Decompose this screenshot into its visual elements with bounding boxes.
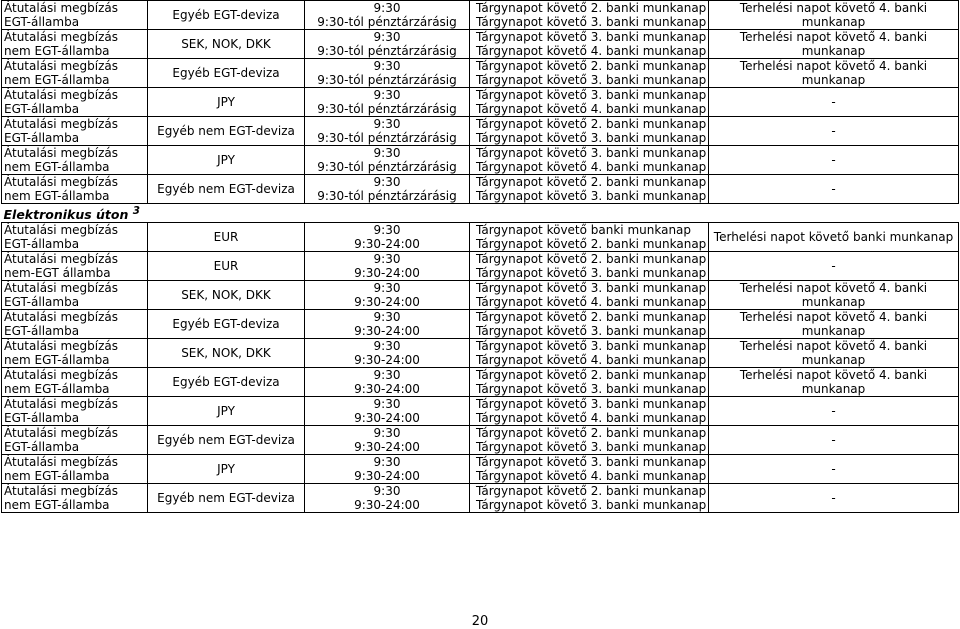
value-date-cell <box>470 252 709 281</box>
deadline-time-line: 9:30-tól pénztárzárásig <box>317 131 457 145</box>
table-row <box>2 339 959 368</box>
currency-cell: JPY <box>148 397 305 426</box>
deadline-time-line: 9:30 <box>373 397 401 412</box>
value-date-line: Tárgynapot követő 3. banki munkanap <box>476 498 707 513</box>
value-date-cell <box>470 368 709 397</box>
section-header-row <box>2 204 959 223</box>
value-date-cell <box>470 426 709 455</box>
table-row <box>2 281 959 310</box>
value-date-line: Tárgynapot követő 2. banki munkanap <box>476 175 707 189</box>
deadline-time-line: 9:30 <box>373 146 401 160</box>
deadline-time-line: 9:30-tól pénztárzárásig <box>317 73 457 87</box>
value-date-line: Tárgynapot követő 3. banki munkanap <box>476 15 707 29</box>
transfer-type-cell: Átutalási megbízás EGT-államba <box>2 117 148 146</box>
value-date-line: Tárgynapot követő 3. banki munkanap <box>476 281 707 296</box>
transfer-type-cell: Átutalási megbízás EGT-államba <box>2 426 148 455</box>
deadline-time-line: 9:30-24:00 <box>354 237 420 252</box>
deadline-time-line: 9:30-24:00 <box>354 440 420 455</box>
currency-cell: JPY <box>148 146 305 175</box>
deadline-time-line: 9:30-tól pénztárzárásig <box>317 189 457 203</box>
value-date-cell <box>470 223 709 252</box>
value-date-line: Tárgynapot követő 2. banki munkanap <box>476 117 707 131</box>
deadline-time-line: 9:30-24:00 <box>354 324 420 339</box>
table-row <box>2 30 959 59</box>
value-date-line: Tárgynapot követő 4. banki munkanap <box>476 160 707 174</box>
deadline-time-line: 9:30-tól pénztárzárásig <box>317 15 457 29</box>
deadline-time-line: 9:30 <box>373 117 401 131</box>
value-date-line: Tárgynapot követő 2. banki munkanap <box>476 1 707 15</box>
value-date-line: Tárgynapot követő 4. banki munkanap <box>476 295 707 310</box>
deadline-time-cell <box>305 281 470 310</box>
deadline-time-cell <box>305 310 470 339</box>
deadline-time-cell <box>305 368 470 397</box>
credit-date-cell: - <box>709 146 959 175</box>
value-date-cell <box>470 310 709 339</box>
currency-cell: EUR <box>148 252 305 281</box>
currency-cell: SEK, NOK, DKK <box>148 339 305 368</box>
table-row <box>2 397 959 426</box>
currency-cell: Egyéb nem EGT-deviza <box>148 175 305 204</box>
transfer-type-cell: Átutalási megbízás EGT-államba <box>2 223 148 252</box>
deadline-time-line: 9:30-24:00 <box>354 411 420 426</box>
value-date-line: Tárgynapot követő 3. banki munkanap <box>476 73 707 87</box>
deadline-time-cell <box>305 426 470 455</box>
value-date-line: Tárgynapot követő 4. banki munkanap <box>476 44 707 58</box>
table-row <box>2 1 959 30</box>
deadline-time-cell <box>305 223 470 252</box>
transfer-type-cell: Átutalási megbízás nem EGT-államba <box>2 368 148 397</box>
page-number: 20 <box>471 614 489 629</box>
credit-date-cell: Terhelési napot követő 4. banki munkanap <box>709 310 959 339</box>
deadline-time-line: 9:30-24:00 <box>354 498 420 513</box>
value-date-line: Tárgynapot követő 3. banki munkanap <box>476 382 707 397</box>
deadline-time-cell <box>305 59 470 88</box>
currency-cell: Egyéb nem EGT-deviza <box>148 117 305 146</box>
deadline-time-line: 9:30 <box>373 426 401 441</box>
deadline-time-line: 9:30 <box>373 484 401 499</box>
value-date-line: Tárgynapot követő 2. banki munkanap <box>476 252 707 267</box>
value-date-line: Tárgynapot követő 3. banki munkanap <box>476 146 707 160</box>
deadline-time-line: 9:30 <box>373 368 401 383</box>
footnote-marker: 3 <box>132 205 140 217</box>
table-row <box>2 146 959 175</box>
currency-cell: Egyéb EGT-deviza <box>148 1 305 30</box>
deadline-time-line: 9:30 <box>373 310 401 325</box>
deadline-time-cell <box>305 1 470 30</box>
table-row <box>2 426 959 455</box>
deadline-time-line: 9:30-24:00 <box>354 353 420 368</box>
deadline-time-line: 9:30-24:00 <box>354 469 420 484</box>
deadline-table <box>1 0 959 513</box>
deadline-time-cell <box>305 455 470 484</box>
transfer-type-cell: Átutalási megbízás nem-EGT államba <box>2 252 148 281</box>
deadline-time-line: 9:30 <box>373 252 401 267</box>
currency-cell: Egyéb nem EGT-deviza <box>148 426 305 455</box>
currency-cell: Egyéb nem EGT-deviza <box>148 484 305 513</box>
value-date-cell <box>470 30 709 59</box>
value-date-line: Tárgynapot követő 3. banki munkanap <box>476 339 707 354</box>
deadline-time-cell <box>305 88 470 117</box>
transfer-type-cell: Átutalási megbízás EGT-államba <box>2 88 148 117</box>
table-row <box>2 455 959 484</box>
value-date-line: Tárgynapot követő 3. banki munkanap <box>476 266 707 281</box>
credit-date-cell: - <box>709 455 959 484</box>
transfer-type-cell: Átutalási megbízás EGT-államba <box>2 1 148 30</box>
value-date-line: Tárgynapot követő 4. banki munkanap <box>476 102 707 116</box>
transfer-type-cell: Átutalási megbízás EGT-államba <box>2 397 148 426</box>
table-row <box>2 117 959 146</box>
deadline-time-line: 9:30 <box>373 1 401 15</box>
credit-date-cell: Terhelési napot követő 4. banki munkanap <box>709 30 959 59</box>
deadline-time-cell <box>305 175 470 204</box>
credit-date-cell: Terhelési napot követő 4. banki munkanap <box>709 368 959 397</box>
transfer-type-cell: Átutalási megbízás nem EGT-államba <box>2 59 148 88</box>
value-date-line: Tárgynapot követő 3. banki munkanap <box>476 440 707 455</box>
deadline-time-line: 9:30 <box>373 59 401 73</box>
transfer-type-cell: Átutalási megbízás nem EGT-államba <box>2 30 148 59</box>
deadline-time-line: 9:30 <box>373 455 401 470</box>
value-date-cell <box>470 59 709 88</box>
transfer-type-cell: Átutalási megbízás nem EGT-államba <box>2 175 148 204</box>
table-row <box>2 175 959 204</box>
table-row <box>2 223 959 252</box>
value-date-line: Tárgynapot követő 3. banki munkanap <box>476 88 707 102</box>
transfer-type-cell: Átutalási megbízás nem EGT-államba <box>2 455 148 484</box>
table-row <box>2 59 959 88</box>
value-date-line: Tárgynapot követő 3. banki munkanap <box>476 324 707 339</box>
value-date-line: Tárgynapot követő 3. banki munkanap <box>476 455 707 470</box>
value-date-line: Tárgynapot követő 3. banki munkanap <box>476 30 707 44</box>
credit-date-cell: - <box>709 484 959 513</box>
transfer-type-cell: Átutalási megbízás EGT-államba <box>2 281 148 310</box>
currency-cell: JPY <box>148 455 305 484</box>
table-row <box>2 88 959 117</box>
value-date-line: Tárgynapot követő 4. banki munkanap <box>476 353 707 368</box>
value-date-cell <box>470 397 709 426</box>
transfer-type-cell: Átutalási megbízás nem EGT-államba <box>2 484 148 513</box>
currency-cell: Egyéb EGT-deviza <box>148 368 305 397</box>
credit-date-cell: Terhelési napot követő 4. banki munkanap <box>709 59 959 88</box>
table-row <box>2 368 959 397</box>
value-date-line: Tárgynapot követő 2. banki munkanap <box>476 310 707 325</box>
value-date-cell <box>470 175 709 204</box>
deadline-time-line: 9:30 <box>373 223 401 238</box>
value-date-line: Tárgynapot követő 2. banki munkanap <box>476 237 707 252</box>
deadline-time-cell <box>305 397 470 426</box>
value-date-cell <box>470 88 709 117</box>
deadline-time-line: 9:30-24:00 <box>354 266 420 281</box>
value-date-cell <box>470 455 709 484</box>
value-date-line: Tárgynapot követő 4. banki munkanap <box>476 469 707 484</box>
value-date-cell <box>470 339 709 368</box>
deadline-time-line: 9:30-24:00 <box>354 295 420 310</box>
deadline-time-line: 9:30-tól pénztárzárásig <box>317 44 457 58</box>
deadline-time-line: 9:30-24:00 <box>354 382 420 397</box>
currency-cell: Egyéb EGT-deviza <box>148 310 305 339</box>
credit-date-cell: - <box>709 88 959 117</box>
credit-date-cell: - <box>709 397 959 426</box>
currency-cell: SEK, NOK, DKK <box>148 30 305 59</box>
credit-date-cell: - <box>709 175 959 204</box>
deadline-time-cell <box>305 30 470 59</box>
value-date-cell <box>470 281 709 310</box>
deadline-time-cell <box>305 117 470 146</box>
currency-cell: EUR <box>148 223 305 252</box>
credit-date-cell: Terhelési napot követő 4. banki munkanap <box>709 281 959 310</box>
transfer-type-cell: Átutalási megbízás nem EGT-államba <box>2 146 148 175</box>
credit-date-cell: Terhelési napot követő banki munkanap <box>709 223 959 252</box>
deadline-time-cell <box>305 339 470 368</box>
deadline-time-line: 9:30-tól pénztárzárásig <box>317 102 457 116</box>
value-date-line: Tárgynapot követő 4. banki munkanap <box>476 411 707 426</box>
section-title: Elektronikus úton <box>3 207 129 223</box>
transfer-type-cell: Átutalási megbízás EGT-államba <box>2 310 148 339</box>
deadline-time-cell <box>305 146 470 175</box>
value-date-cell <box>470 146 709 175</box>
credit-date-cell: - <box>709 252 959 281</box>
table-row <box>2 310 959 339</box>
deadline-time-line: 9:30 <box>373 30 401 44</box>
currency-cell: SEK, NOK, DKK <box>148 281 305 310</box>
deadline-time-line: 9:30 <box>373 281 401 296</box>
deadline-time-cell <box>305 484 470 513</box>
deadline-time-line: 9:30 <box>373 339 401 354</box>
section-heading <box>2 204 959 223</box>
value-date-line: Tárgynapot követő 2. banki munkanap <box>476 368 707 383</box>
credit-date-cell: - <box>709 426 959 455</box>
table-row <box>2 252 959 281</box>
credit-date-cell: - <box>709 117 959 146</box>
transfer-type-cell: Átutalási megbízás nem EGT-államba <box>2 339 148 368</box>
value-date-line: Tárgynapot követő 3. banki munkanap <box>476 131 707 145</box>
value-date-line: Tárgynapot követő 3. banki munkanap <box>476 397 707 412</box>
deadline-time-line: 9:30-tól pénztárzárásig <box>317 160 457 174</box>
deadline-time-cell <box>305 252 470 281</box>
value-date-line: Tárgynapot követő banki munkanap <box>476 223 692 238</box>
value-date-cell <box>470 484 709 513</box>
currency-cell: JPY <box>148 88 305 117</box>
deadline-time-line: 9:30 <box>373 88 401 102</box>
credit-date-cell: Terhelési napot követő 4. banki munkanap <box>709 339 959 368</box>
value-date-cell <box>470 117 709 146</box>
value-date-cell <box>470 1 709 30</box>
currency-cell: Egyéb EGT-deviza <box>148 59 305 88</box>
value-date-line: Tárgynapot követő 2. banki munkanap <box>476 59 707 73</box>
value-date-line: Tárgynapot követő 3. banki munkanap <box>476 189 707 203</box>
value-date-line: Tárgynapot követő 2. banki munkanap <box>476 484 707 499</box>
deadline-time-line: 9:30 <box>373 175 401 189</box>
credit-date-cell: Terhelési napot követő 4. banki munkanap <box>709 1 959 30</box>
table-row <box>2 484 959 513</box>
deadline-table-body <box>2 1 959 513</box>
value-date-line: Tárgynapot követő 2. banki munkanap <box>476 426 707 441</box>
